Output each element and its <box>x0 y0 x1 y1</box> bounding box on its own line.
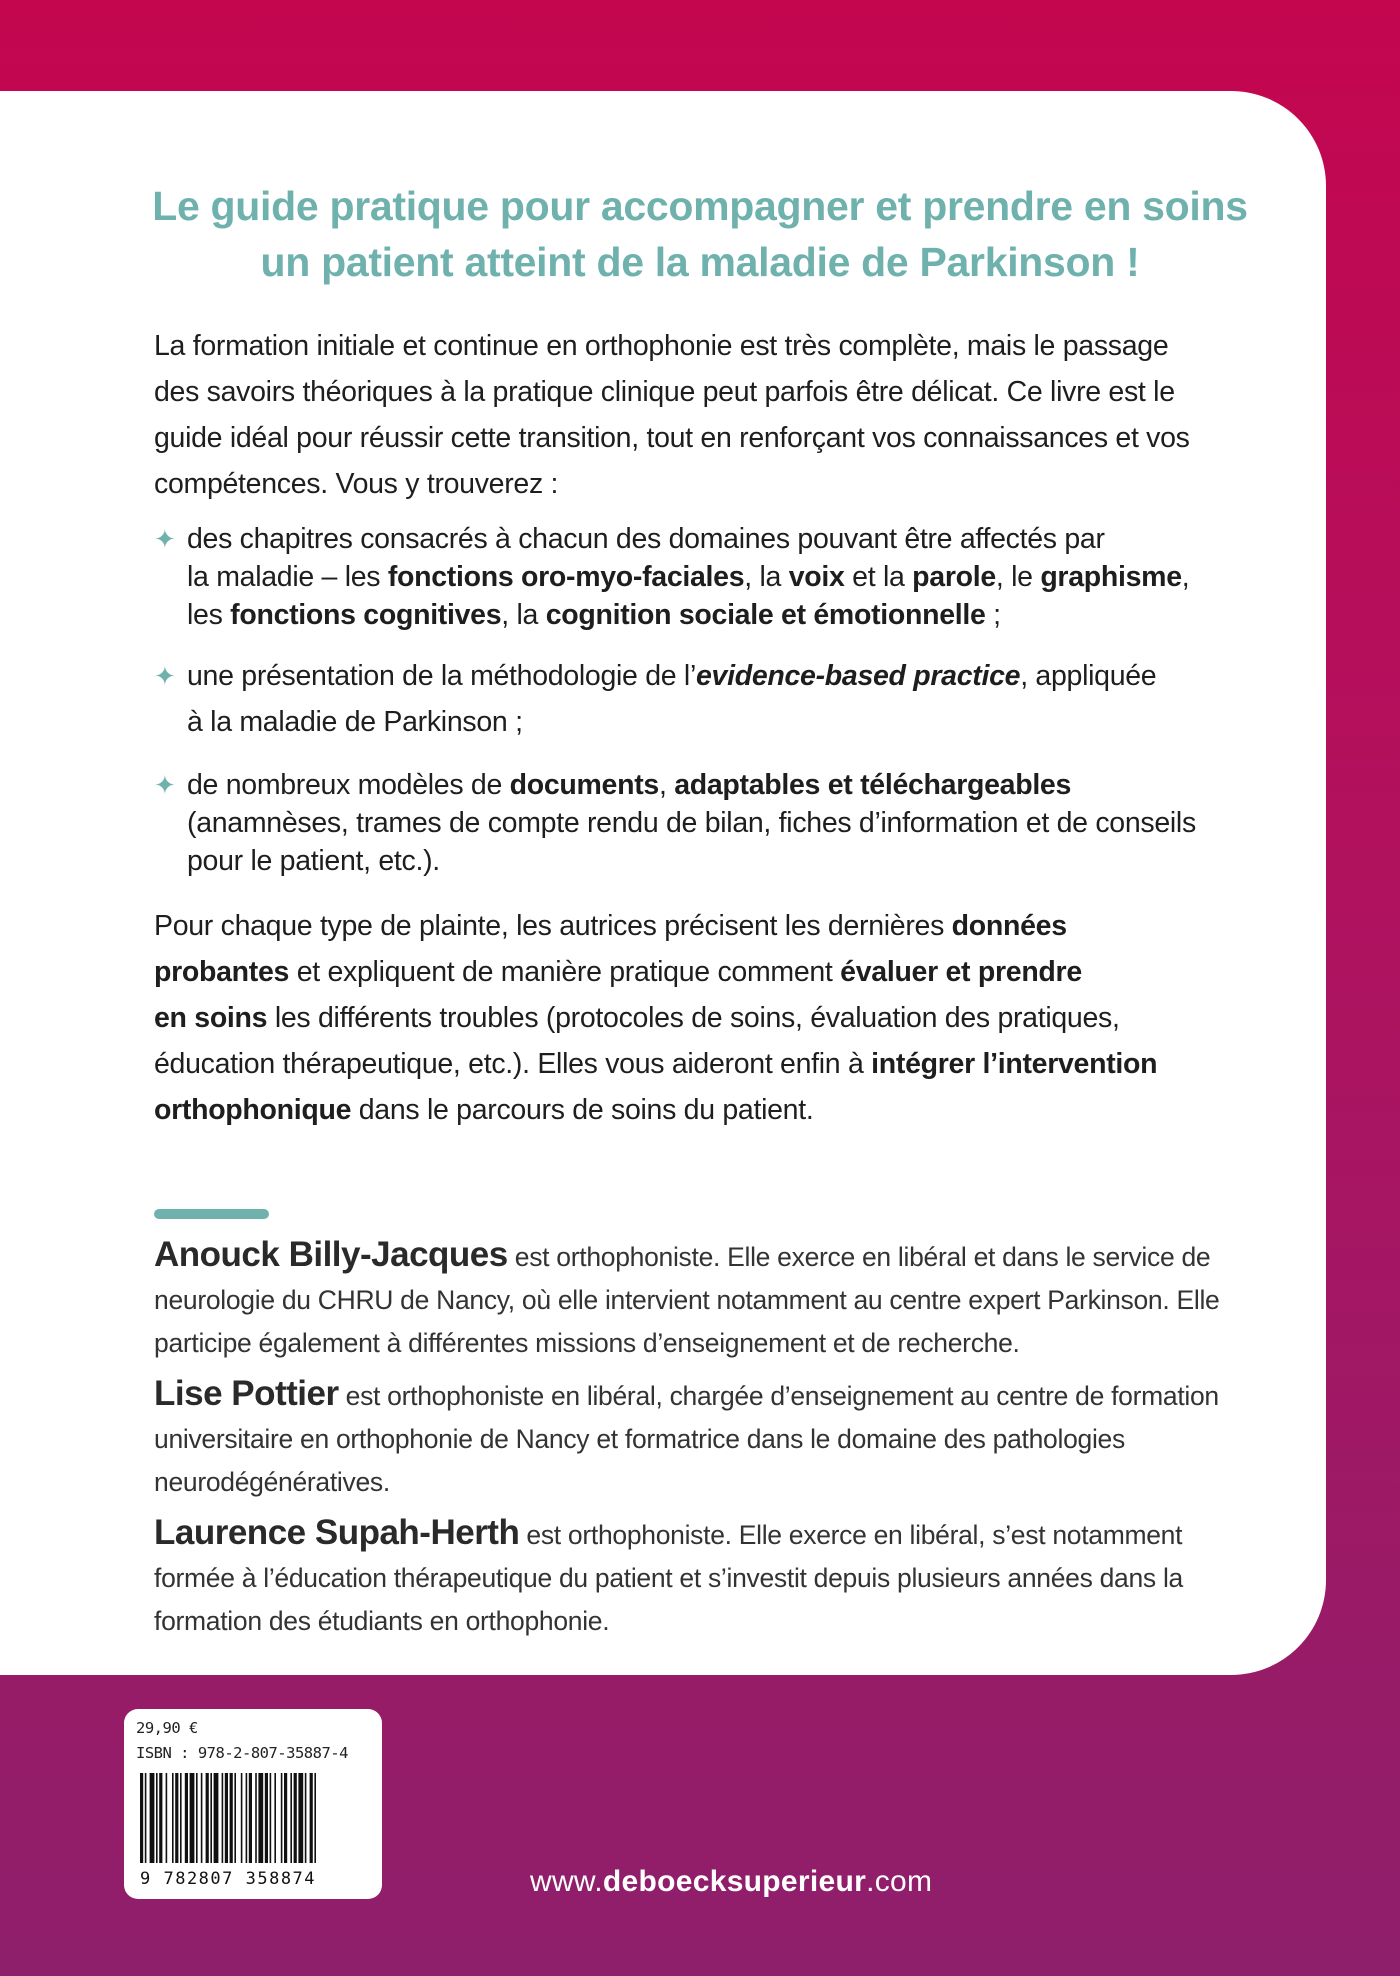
text: et expliquent de manière pratique comment <box>289 956 841 988</box>
text: ; <box>985 599 1001 631</box>
text: , <box>1181 561 1190 593</box>
text: , la <box>501 599 546 631</box>
text: et la <box>844 561 913 593</box>
keyword: intégrer l’intervention <box>871 1048 1158 1080</box>
text: dans le parcours de soins du patient. <box>351 1094 814 1126</box>
bio-line: participe également à différentes missions d’enseignement et de recherche. <box>154 1328 1020 1358</box>
text: Pour chaque type de plainte, les autrices précisent les dernières <box>154 910 952 942</box>
keyword: parole <box>912 561 996 593</box>
keyword: fonctions oro-myo-faciales <box>387 561 745 593</box>
para-line <box>154 903 1284 949</box>
bio-line: neurodégénératives. <box>154 1467 390 1497</box>
author-bio-2 <box>154 1372 1284 1504</box>
bio-line: universitaire en orthophonie de Nancy et formatrice dans le domaine des pathologies <box>154 1424 1125 1454</box>
text: les différents troubles (protocoles de soins, évaluation des pratiques, <box>267 1002 1120 1034</box>
headline-line-2: un patient atteint de la maladie de Parkinson ! <box>260 239 1140 285</box>
text: la maladie – les <box>187 561 388 593</box>
keyword: adaptables et téléchargeables <box>674 769 1072 801</box>
bullet-text <box>187 520 1287 634</box>
intro-line: compétences. Vous y trouverez : <box>154 468 559 500</box>
author-name: Lise Pottier <box>154 1374 339 1413</box>
star-bullet-icon: ✦ <box>154 661 176 691</box>
bullet-line <box>187 653 1287 699</box>
keyword: probantes <box>154 956 290 988</box>
text: .com <box>866 1865 933 1898</box>
evidence-paragraph <box>154 903 1284 1133</box>
bullet-line <box>187 766 1287 804</box>
keyword: voix <box>788 561 845 593</box>
text: éducation thérapeutique, etc.). Elles vous aideront enfin à <box>154 1048 872 1080</box>
author-name: Laurence Supah-Herth <box>154 1513 520 1552</box>
keyword: en soins <box>154 1002 268 1034</box>
text: une présentation de la méthodologie de l’ <box>187 660 696 692</box>
bullet-text <box>187 766 1287 880</box>
keyword: graphisme <box>1040 561 1182 593</box>
star-bullet-icon: ✦ <box>154 524 176 554</box>
headline <box>120 178 1280 290</box>
bullet-line: pour le patient, etc.). <box>187 845 440 877</box>
bio-line <box>154 1511 1284 1557</box>
barcode-icon <box>136 1773 370 1869</box>
star-bullet-icon: ✦ <box>154 770 176 800</box>
author-bio-3 <box>154 1511 1284 1643</box>
bio-line: formation des étudiants en orthophonie. <box>154 1606 610 1636</box>
barcode-box <box>124 1709 382 1899</box>
publisher-website[interactable] <box>530 1865 932 1899</box>
text: de nombreux modèles de <box>187 769 510 801</box>
text: , la <box>744 561 789 593</box>
para-line <box>154 949 1284 995</box>
bullet-line: à la maladie de Parkinson ; <box>187 706 523 738</box>
bullet-line: (anamnèses, trames de compte rendu de bilan, fiches d’information et de conseils <box>187 807 1196 839</box>
brand-name: deboecksuperieur <box>602 1865 867 1898</box>
text: est orthophoniste en libéral, chargée d’enseignement au centre de formation <box>338 1381 1219 1411</box>
text: est orthophoniste. Elle exerce en libéral, s’est notamment <box>519 1520 1183 1550</box>
bullet-line: des chapitres consacrés à chacun des domaines pouvant être affectés par <box>187 523 1105 555</box>
para-line <box>154 1041 1284 1087</box>
keyword: évaluer et prendre <box>840 956 1082 988</box>
bullet-line <box>187 558 1287 596</box>
text: est orthophoniste. Elle exerce en libéral et dans le service de <box>507 1242 1211 1272</box>
text: , appliquée <box>1020 660 1157 692</box>
author-bio-1 <box>154 1233 1284 1365</box>
bullet-text <box>187 653 1287 745</box>
para-line <box>154 1087 1284 1133</box>
intro-paragraph <box>154 323 1284 507</box>
keyword: orthophonique <box>154 1094 352 1126</box>
text: , <box>658 769 675 801</box>
bio-line <box>154 1372 1284 1418</box>
keyword: cognition sociale et émotionnelle <box>545 599 986 631</box>
text: www. <box>530 1865 603 1898</box>
keyword: documents <box>509 769 659 801</box>
section-divider <box>154 1209 269 1219</box>
intro-line: des savoirs théoriques à la pratique clinique peut parfois être délicat. Ce livre est le <box>154 376 1175 408</box>
headline-line-1: Le guide pratique pour accompagner et prendre en soins <box>152 183 1248 229</box>
text: , le <box>995 561 1041 593</box>
isbn-label: ISBN : 978-2-807-35887-4 <box>136 1744 348 1762</box>
keyword: fonctions cognitives <box>230 599 502 631</box>
intro-line: guide idéal pour réussir cette transition, tout en renforçant vos connaissances et vos <box>154 422 1190 454</box>
bio-line <box>154 1233 1284 1279</box>
para-line <box>154 995 1284 1041</box>
text: les <box>187 599 231 631</box>
price-label: 29,90 € <box>136 1719 198 1737</box>
ean-digits: 9 782807 358874 <box>140 1869 317 1889</box>
bio-line: formée à l’éducation thérapeutique du patient et s’investit depuis plusieurs années dans la <box>154 1563 1183 1593</box>
keyword: evidence-based practice <box>696 660 1021 692</box>
bio-line: neurologie du CHRU de Nancy, où elle intervient notamment au centre expert Parkinson. Elle <box>154 1285 1220 1315</box>
author-name: Anouck Billy-Jacques <box>154 1235 508 1274</box>
intro-line: La formation initiale et continue en orthophonie est très complète, mais le passage <box>154 330 1169 362</box>
bullet-line <box>187 596 1287 634</box>
keyword: données <box>951 910 1067 942</box>
